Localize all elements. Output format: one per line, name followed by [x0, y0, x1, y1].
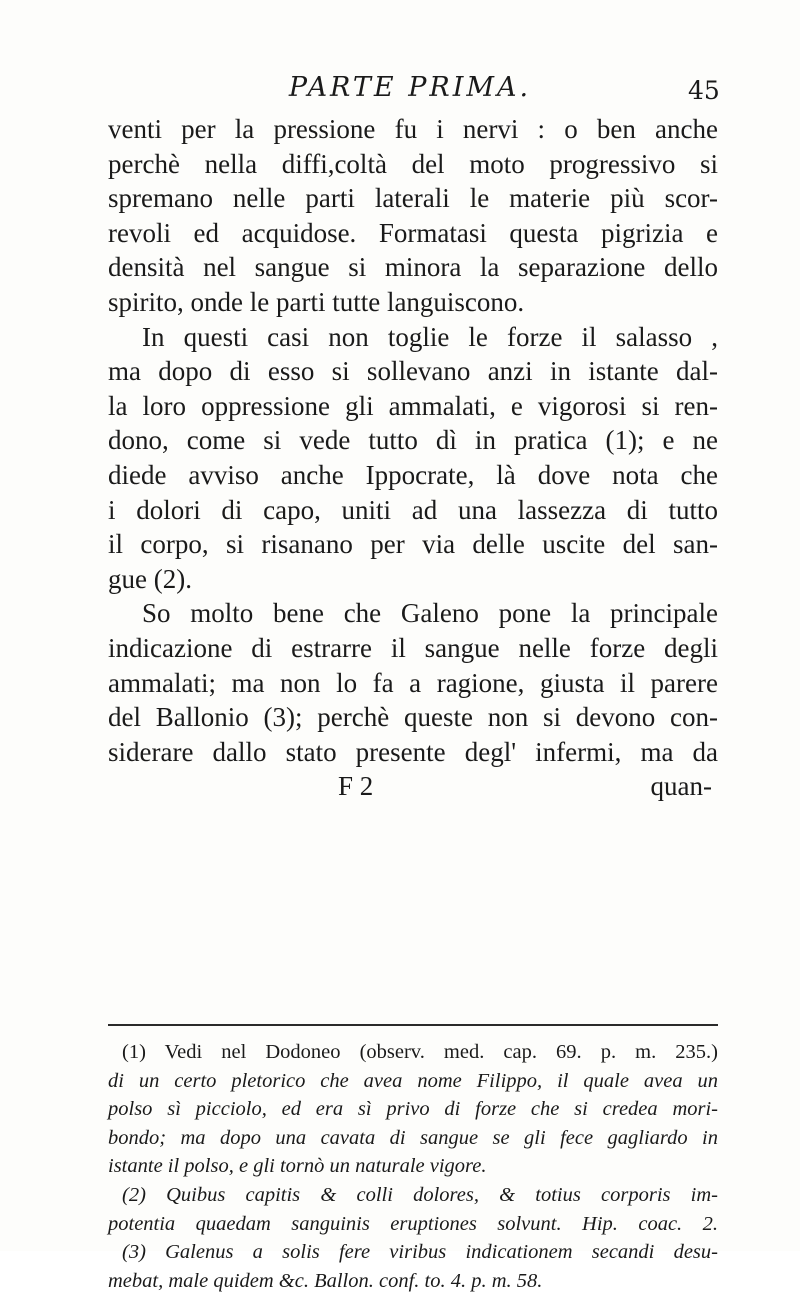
- running-head: PARTE PRIMA.: [288, 72, 532, 103]
- footnote-rule: [108, 1024, 718, 1026]
- text-line: perchè nella diffi,coltà del moto progressivo si: [108, 148, 718, 179]
- text-line: venti per la pressione fu i nervi : o ben anche: [108, 114, 718, 144]
- footnote-line: istante il polso, e gli tornò un naturale vigore.: [108, 1155, 487, 1178]
- text-line: spirito, onde le parti tutte languiscono.: [108, 286, 525, 317]
- main-text: [108, 112, 718, 804]
- footnote-line: polso sì picciolo, ed era sì privo di forze che si credea mori-: [108, 1098, 718, 1121]
- text-line: indicazione di estrarre il sangue nelle forze degli: [108, 632, 718, 663]
- text-line: i dolori di capo, uniti ad una lassezza di tutto: [108, 494, 718, 525]
- text-line: ma dopo di esso si sollevano anzi in istante dal-: [108, 356, 718, 387]
- text-line: In questi casi non toglie le forze il salasso ,: [142, 321, 718, 352]
- text-line: revoli ed acquidose. Formatasi questa pigrizia e: [108, 217, 718, 248]
- footnote-line: (3) Galenus a solis fere viribus indicationem secandi desu-: [122, 1241, 718, 1264]
- text-line: il corpo, si risanano per via delle uscite del san-: [108, 529, 718, 560]
- text-line: gue (2).: [108, 563, 192, 594]
- footnote-line: di un certo pletorico che avea nome Filippo, il quale avea un: [108, 1069, 718, 1092]
- footnote-line: potentia quaedam sanguinis eruptiones solvunt. Hip. coac. 2.: [108, 1212, 718, 1235]
- text-line: densità nel sangue si minora la separazione dello: [108, 252, 718, 283]
- text-line: dono, come si vede tutto dì in pratica (1); e ne: [108, 425, 718, 456]
- text-line: So molto bene che Galeno pone la principale: [142, 598, 718, 629]
- footnote-line: (1) Vedi nel Dodoneo (observ. med. cap. 69. p. m. 235.): [122, 1041, 718, 1063]
- printer-signature: F 2: [338, 771, 374, 802]
- text-line: diede avviso anche Ippocrate, là dove nota che: [108, 459, 718, 490]
- text-line: ammalati; ma non lo fa a ragione, giusta il parere: [108, 667, 718, 698]
- text-line: spremano nelle parti laterali le materie più scor-: [108, 183, 718, 214]
- footnote-line: bondo; ma dopo una cavata di sangue se gli fece gagliardo in: [108, 1126, 718, 1149]
- text-line: la loro oppressione gli ammalati, e vigorosi si ren-: [108, 390, 718, 421]
- footnotes: [108, 1038, 718, 1295]
- text-line: siderare dallo stato presente degl' infermi, ma da: [108, 736, 718, 767]
- footnote-line: mebat, male quidem &c. Ballon. conf. to. 4. p. m. 58.: [108, 1269, 543, 1292]
- text-line: del Ballonio (3); perchè queste non si devono con-: [108, 702, 718, 733]
- footnote-line: (2) Quibus capitis & colli dolores, & totius corporis im-: [122, 1183, 718, 1206]
- signature-row: [108, 769, 718, 804]
- catchword: quan-: [650, 771, 712, 802]
- page-number: 45: [688, 76, 720, 105]
